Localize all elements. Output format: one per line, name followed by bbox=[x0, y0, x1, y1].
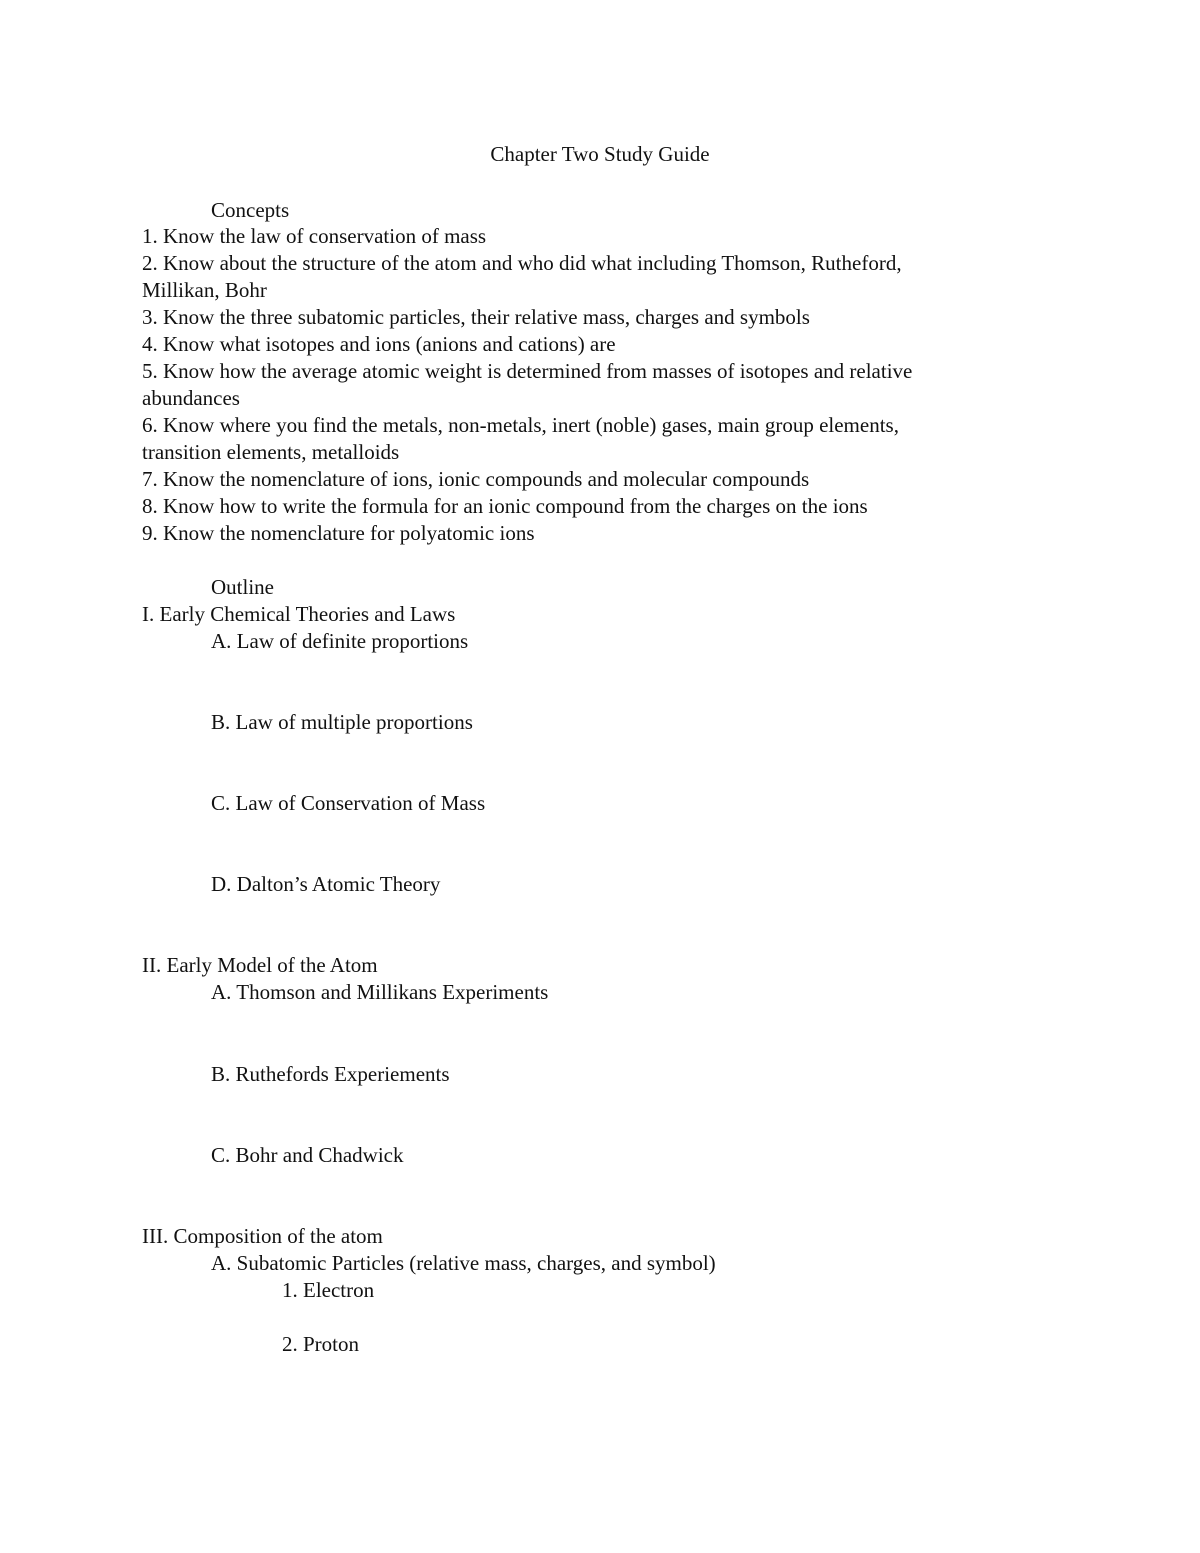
concept-item-5-continued: abundances bbox=[142, 386, 240, 410]
outline-section-2-heading: II. Early Model of the Atom bbox=[142, 953, 378, 977]
outline-item-1c: C. Law of Conservation of Mass bbox=[211, 791, 486, 815]
outline-item-2b: B. Ruthefords Experiements bbox=[211, 1062, 450, 1086]
concept-item-2-continued: Millikan, Bohr bbox=[142, 278, 267, 302]
concept-item-6: 6. Know where you find the metals, non-metals, inert (noble) gases, main group elements, bbox=[142, 413, 899, 437]
concept-item-7: 7. Know the nomenclature of ions, ionic compounds and molecular compounds bbox=[142, 467, 810, 491]
concept-item-5: 5. Know how the average atomic weight is determined from masses of isotopes and relative bbox=[142, 359, 913, 383]
outline-item-3a: A. Subatomic Particles (relative mass, charges, and symbol) bbox=[211, 1251, 716, 1275]
page-title: Chapter Two Study Guide bbox=[490, 142, 710, 166]
outline-subitem-3a-1: 1. Electron bbox=[282, 1278, 375, 1302]
concept-item-9: 9. Know the nomenclature for polyatomic ions bbox=[142, 521, 535, 545]
concept-item-2: 2. Know about the structure of the atom and who did what including Thomson, Rutheford, bbox=[142, 251, 902, 275]
outline-item-2a: A. Thomson and Millikans Experiments bbox=[211, 980, 549, 1004]
outline-item-1a: A. Law of definite proportions bbox=[211, 629, 469, 653]
outline-section-1-heading: I. Early Chemical Theories and Laws bbox=[142, 602, 456, 626]
outline-subitem-3a-2: 2. Proton bbox=[282, 1332, 360, 1356]
concept-item-3: 3. Know the three subatomic particles, their relative mass, charges and symbols bbox=[142, 305, 810, 329]
outline-item-2c: C. Bohr and Chadwick bbox=[211, 1143, 404, 1167]
outline-section-3-heading: III. Composition of the atom bbox=[142, 1224, 383, 1248]
outline-item-1d: D. Dalton’s Atomic Theory bbox=[211, 872, 441, 896]
outline-heading: Outline bbox=[211, 575, 274, 599]
concept-item-8: 8. Know how to write the formula for an ionic compound from the charges on the ions bbox=[142, 494, 868, 518]
outline-item-1b: B. Law of multiple proportions bbox=[211, 710, 473, 734]
concept-item-4: 4. Know what isotopes and ions (anions and cations) are bbox=[142, 332, 616, 356]
concept-item-1: 1. Know the law of conservation of mass bbox=[142, 224, 487, 248]
concepts-heading: Concepts bbox=[211, 198, 290, 222]
concept-item-6-continued: transition elements, metalloids bbox=[142, 440, 400, 464]
